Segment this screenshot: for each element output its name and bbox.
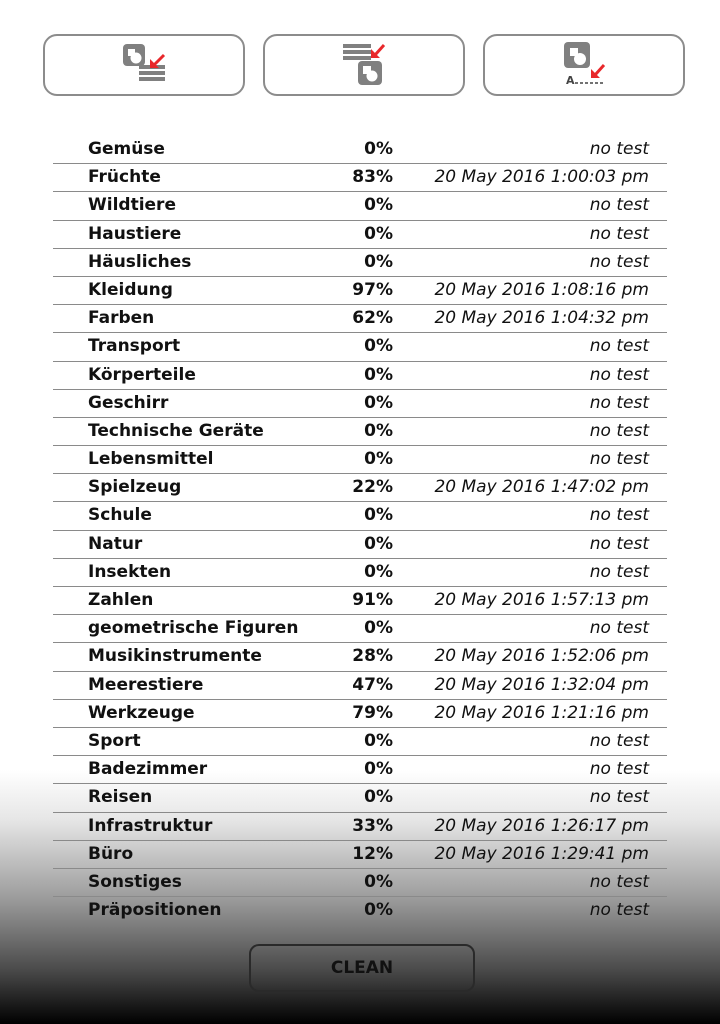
table-row: [53, 700, 667, 728]
table-row: [53, 784, 667, 812]
category-name: Büro: [88, 843, 134, 864]
category-name: Sonstiges: [88, 871, 182, 892]
test-date: 20 May 2016 1:26:17 pm: [434, 815, 649, 836]
table-row: [53, 305, 667, 333]
table-row: [53, 813, 667, 841]
test-date: no test: [589, 449, 649, 470]
category-name: Körperteile: [88, 364, 196, 385]
category-name: Früchte: [88, 167, 161, 188]
test-date: 20 May 2016 1:32:04 pm: [434, 674, 649, 695]
table-row: [53, 756, 667, 784]
table-row: [53, 728, 667, 756]
score-percent: 0%: [364, 730, 393, 751]
score-percent: 97%: [352, 279, 393, 300]
category-name: Infrastruktur: [88, 815, 213, 836]
table-row: [53, 502, 667, 530]
table-row: [53, 192, 667, 220]
category-name: Zahlen: [88, 590, 154, 610]
category-name: Sport: [88, 730, 141, 751]
table-row: [53, 277, 667, 305]
table-row: [53, 643, 667, 671]
category-name: Gemüse: [88, 139, 165, 159]
test-date: no test: [589, 533, 649, 554]
table-row: [53, 531, 667, 559]
score-percent: 0%: [364, 787, 393, 808]
test-date: 20 May 2016 1:57:13 pm: [434, 590, 649, 610]
score-percent: 0%: [364, 392, 393, 413]
category-name: Schule: [88, 505, 152, 526]
score-percent: 0%: [364, 505, 393, 526]
table-row: [53, 474, 667, 502]
category-name: Natur: [88, 533, 143, 554]
score-percent: 83%: [352, 167, 393, 188]
category-name: Spielzeug: [88, 477, 182, 498]
test-date: 20 May 2016 1:47:02 pm: [434, 477, 649, 498]
score-percent: 0%: [364, 420, 393, 441]
score-percent: 0%: [364, 139, 393, 159]
category-name: Präpositionen: [88, 900, 222, 921]
table-row: [53, 136, 667, 164]
table-row: [53, 164, 667, 192]
test-date: no test: [589, 364, 649, 385]
test-date: 20 May 2016 1:52:06 pm: [434, 646, 649, 667]
test-date: no test: [589, 900, 649, 921]
test-date: no test: [589, 759, 649, 780]
category-name: Meerestiere: [88, 674, 204, 695]
score-percent: 62%: [352, 308, 393, 329]
category-name: Musikinstrumente: [88, 646, 262, 667]
category-name: Wildtiere: [88, 195, 176, 216]
score-percent: 12%: [352, 843, 393, 864]
letter-a-glyph: A: [566, 74, 575, 87]
category-name: geometrische Figuren: [88, 618, 299, 639]
category-name: Lebensmittel: [88, 449, 214, 470]
score-percent: 0%: [364, 251, 393, 272]
score-percent: 0%: [364, 336, 393, 357]
table-row: [53, 418, 667, 446]
test-date: no test: [589, 223, 649, 244]
test-date: 20 May 2016 1:00:03 pm: [434, 167, 649, 188]
table-row: [53, 587, 667, 615]
test-date: no test: [589, 251, 649, 272]
test-date: no test: [589, 139, 649, 159]
test-date: no test: [589, 336, 649, 357]
test-date: no test: [589, 618, 649, 639]
category-name: Werkzeuge: [88, 702, 195, 723]
text-to-image-icon: [340, 42, 388, 88]
score-percent: 47%: [352, 674, 393, 695]
score-percent: 0%: [364, 871, 393, 892]
category-name: Geschirr: [88, 392, 169, 413]
category-name: Badezimmer: [88, 759, 208, 780]
table-row: [53, 362, 667, 390]
test-date: no test: [589, 420, 649, 441]
table-row: [53, 672, 667, 700]
score-percent: 0%: [364, 759, 393, 780]
score-percent: 0%: [364, 533, 393, 554]
category-name: Transport: [88, 336, 181, 357]
score-percent: 33%: [352, 815, 393, 836]
score-percent: 0%: [364, 561, 393, 582]
category-name: Haustiere: [88, 223, 182, 244]
test-date: no test: [589, 871, 649, 892]
clean-button[interactable]: CLEAN: [249, 944, 475, 992]
table-row: [53, 615, 667, 643]
test-date: no test: [589, 730, 649, 751]
image-to-text-icon: [120, 42, 168, 88]
table-row: [53, 390, 667, 418]
text-to-image-mode-button[interactable]: [263, 34, 465, 96]
test-date: no test: [589, 195, 649, 216]
table-row: [53, 249, 667, 277]
test-date: no test: [589, 505, 649, 526]
score-percent: 0%: [364, 449, 393, 470]
test-date: no test: [589, 561, 649, 582]
test-date: 20 May 2016 1:08:16 pm: [434, 279, 649, 300]
score-percent: 79%: [352, 702, 393, 723]
category-name: Häusliches: [88, 251, 192, 272]
score-percent: 0%: [364, 195, 393, 216]
category-name: Farben: [88, 308, 155, 329]
table-row: [53, 869, 667, 897]
table-row: [53, 221, 667, 249]
image-to-text-mode-button[interactable]: [43, 34, 245, 96]
image-to-letter-icon: [560, 40, 608, 90]
table-row: [53, 559, 667, 587]
table-row: [53, 897, 667, 925]
results-table: [53, 136, 667, 925]
category-name: Reisen: [88, 787, 153, 808]
score-percent: 91%: [352, 590, 393, 610]
test-date: no test: [589, 787, 649, 808]
category-name: Insekten: [88, 561, 172, 582]
score-percent: 0%: [364, 364, 393, 385]
category-name: Technische Geräte: [88, 420, 264, 441]
score-percent: 0%: [364, 900, 393, 921]
category-name: Kleidung: [88, 279, 173, 300]
table-row: [53, 446, 667, 474]
table-row: [53, 841, 667, 869]
image-to-letter-mode-button[interactable]: [483, 34, 685, 96]
score-percent: 0%: [364, 618, 393, 639]
test-date: 20 May 2016 1:21:16 pm: [434, 702, 649, 723]
table-row: [53, 333, 667, 361]
score-percent: 22%: [352, 477, 393, 498]
score-percent: 0%: [364, 223, 393, 244]
score-percent: 28%: [352, 646, 393, 667]
test-date: 20 May 2016 1:04:32 pm: [434, 308, 649, 329]
test-date: no test: [589, 392, 649, 413]
test-date: 20 May 2016 1:29:41 pm: [434, 843, 649, 864]
